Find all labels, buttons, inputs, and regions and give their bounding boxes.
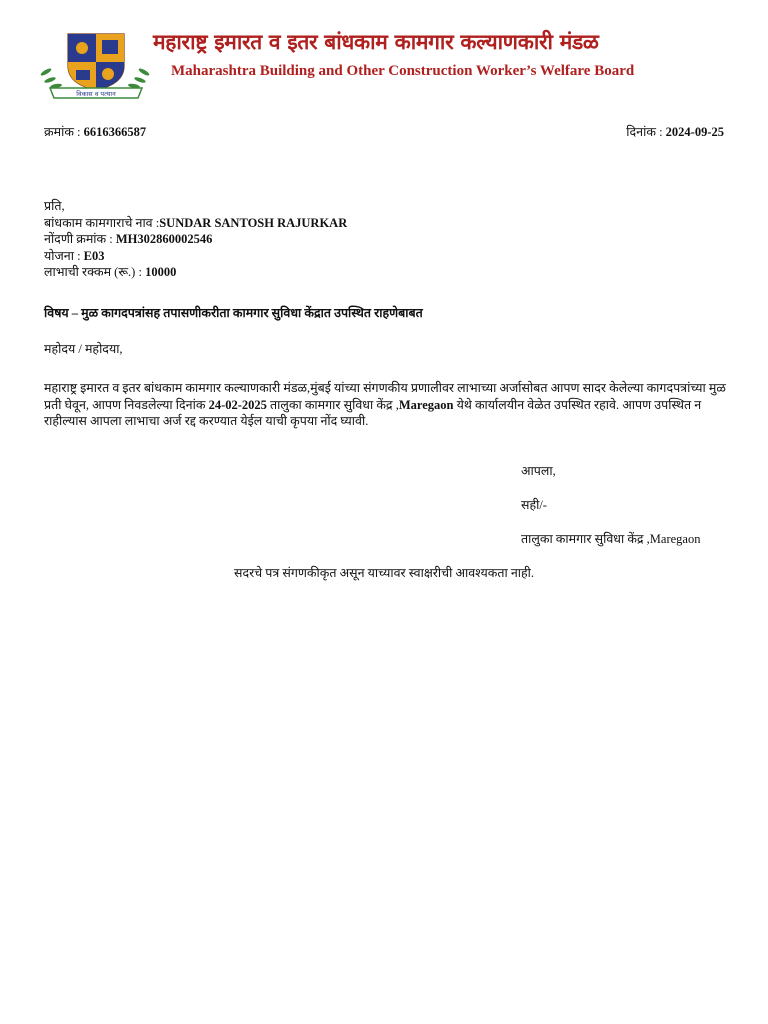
- logo-ribbon: [50, 88, 142, 98]
- letter-date-value: 2024-09-25: [665, 125, 724, 139]
- body-part-1: महाराष्ट्र इमारत व इतर बांधकाम कामगार कल्याणकारी मंडळ,मुंबई यांच्या संगणकीय प्रणालीवर लाभाच्या अर्जासोबत आपण सादर केलेल्या कागदपत्रांच्या मुळ प्रती घेवून, आपण निवडलेल्या दिनांक: [44, 381, 726, 412]
- body-part-2: तालुका कामगार सुविधा केंद्र ,: [266, 397, 399, 412]
- letter-date-label: दिनांक :: [626, 125, 666, 139]
- wheat-spray-right: [128, 67, 150, 89]
- letter-subject: विषय – मुळ कागदपत्रांसह तपासणीकरीता कामगार सुविधा केंद्रात उपस्थित राहणेबाबत: [44, 306, 423, 320]
- letter-date: [626, 123, 724, 140]
- amount-label: लाभाची रक्कम (रू.) :: [44, 265, 146, 279]
- signed: सही/-: [521, 498, 547, 512]
- salutation: महोदय / महोदया,: [44, 342, 123, 356]
- board-title-marathi: महाराष्ट्र इमारत व इतर बांधकाम कामगार कल्याणकारी मंडळ: [153, 30, 599, 54]
- registration-label: नोंदणी क्रमांक :: [44, 232, 116, 246]
- scheme-line: [44, 248, 347, 265]
- registration-value: MH302860002546: [115, 232, 213, 246]
- wheat-spray-left: [40, 67, 62, 89]
- amount-value: 10000: [145, 265, 177, 279]
- reference-number-value: 6616366587: [83, 125, 147, 139]
- appointment-date: 24-02-2025: [208, 397, 267, 412]
- scheme-value: E03: [83, 248, 105, 263]
- registration-line: [44, 231, 347, 248]
- worker-name-value: SUNDAR SANTOSH RAJURKAR: [159, 215, 348, 230]
- recipient-to: प्रति,: [44, 199, 65, 213]
- closing: आपला,: [521, 464, 556, 478]
- signing-office: तालुका कामगार सुविधा केंद्र ,Maregaon: [521, 532, 701, 546]
- body-part-3: येथे कार्यालयीन वेळेत उपस्थित रहावे. आपण उपस्थित न राहील्यास आपला लाभाचा अर्ज रद्द करण्यात येईल याची कृपया नोंद घ्यावी.: [44, 397, 702, 428]
- board-logo: [40, 30, 152, 100]
- shield: [68, 34, 124, 90]
- board-title-english: Maharashtra Building and Other Construction Worker’s Welfare Board: [171, 63, 635, 79]
- worker-name-label: बांधकाम कामगाराचे नाव :: [44, 215, 160, 230]
- svg-text:विकास व पत्थान: विकास व पत्थान: [76, 90, 116, 98]
- reference-number-label: क्रमांक :: [44, 125, 84, 139]
- letter-body: [44, 380, 734, 430]
- computerized-letter-note: सदरचे पत्र संगणकीकृत असून याच्यावर स्वाक्षरीची आवश्यकता नाही.: [234, 566, 534, 580]
- scheme-label: योजना :: [44, 248, 84, 263]
- recipient-block: [44, 198, 347, 281]
- amount-line: [44, 264, 347, 281]
- reference-number: [44, 123, 146, 140]
- center-name: Maregaon: [398, 397, 454, 412]
- worker-name-line: [44, 215, 347, 232]
